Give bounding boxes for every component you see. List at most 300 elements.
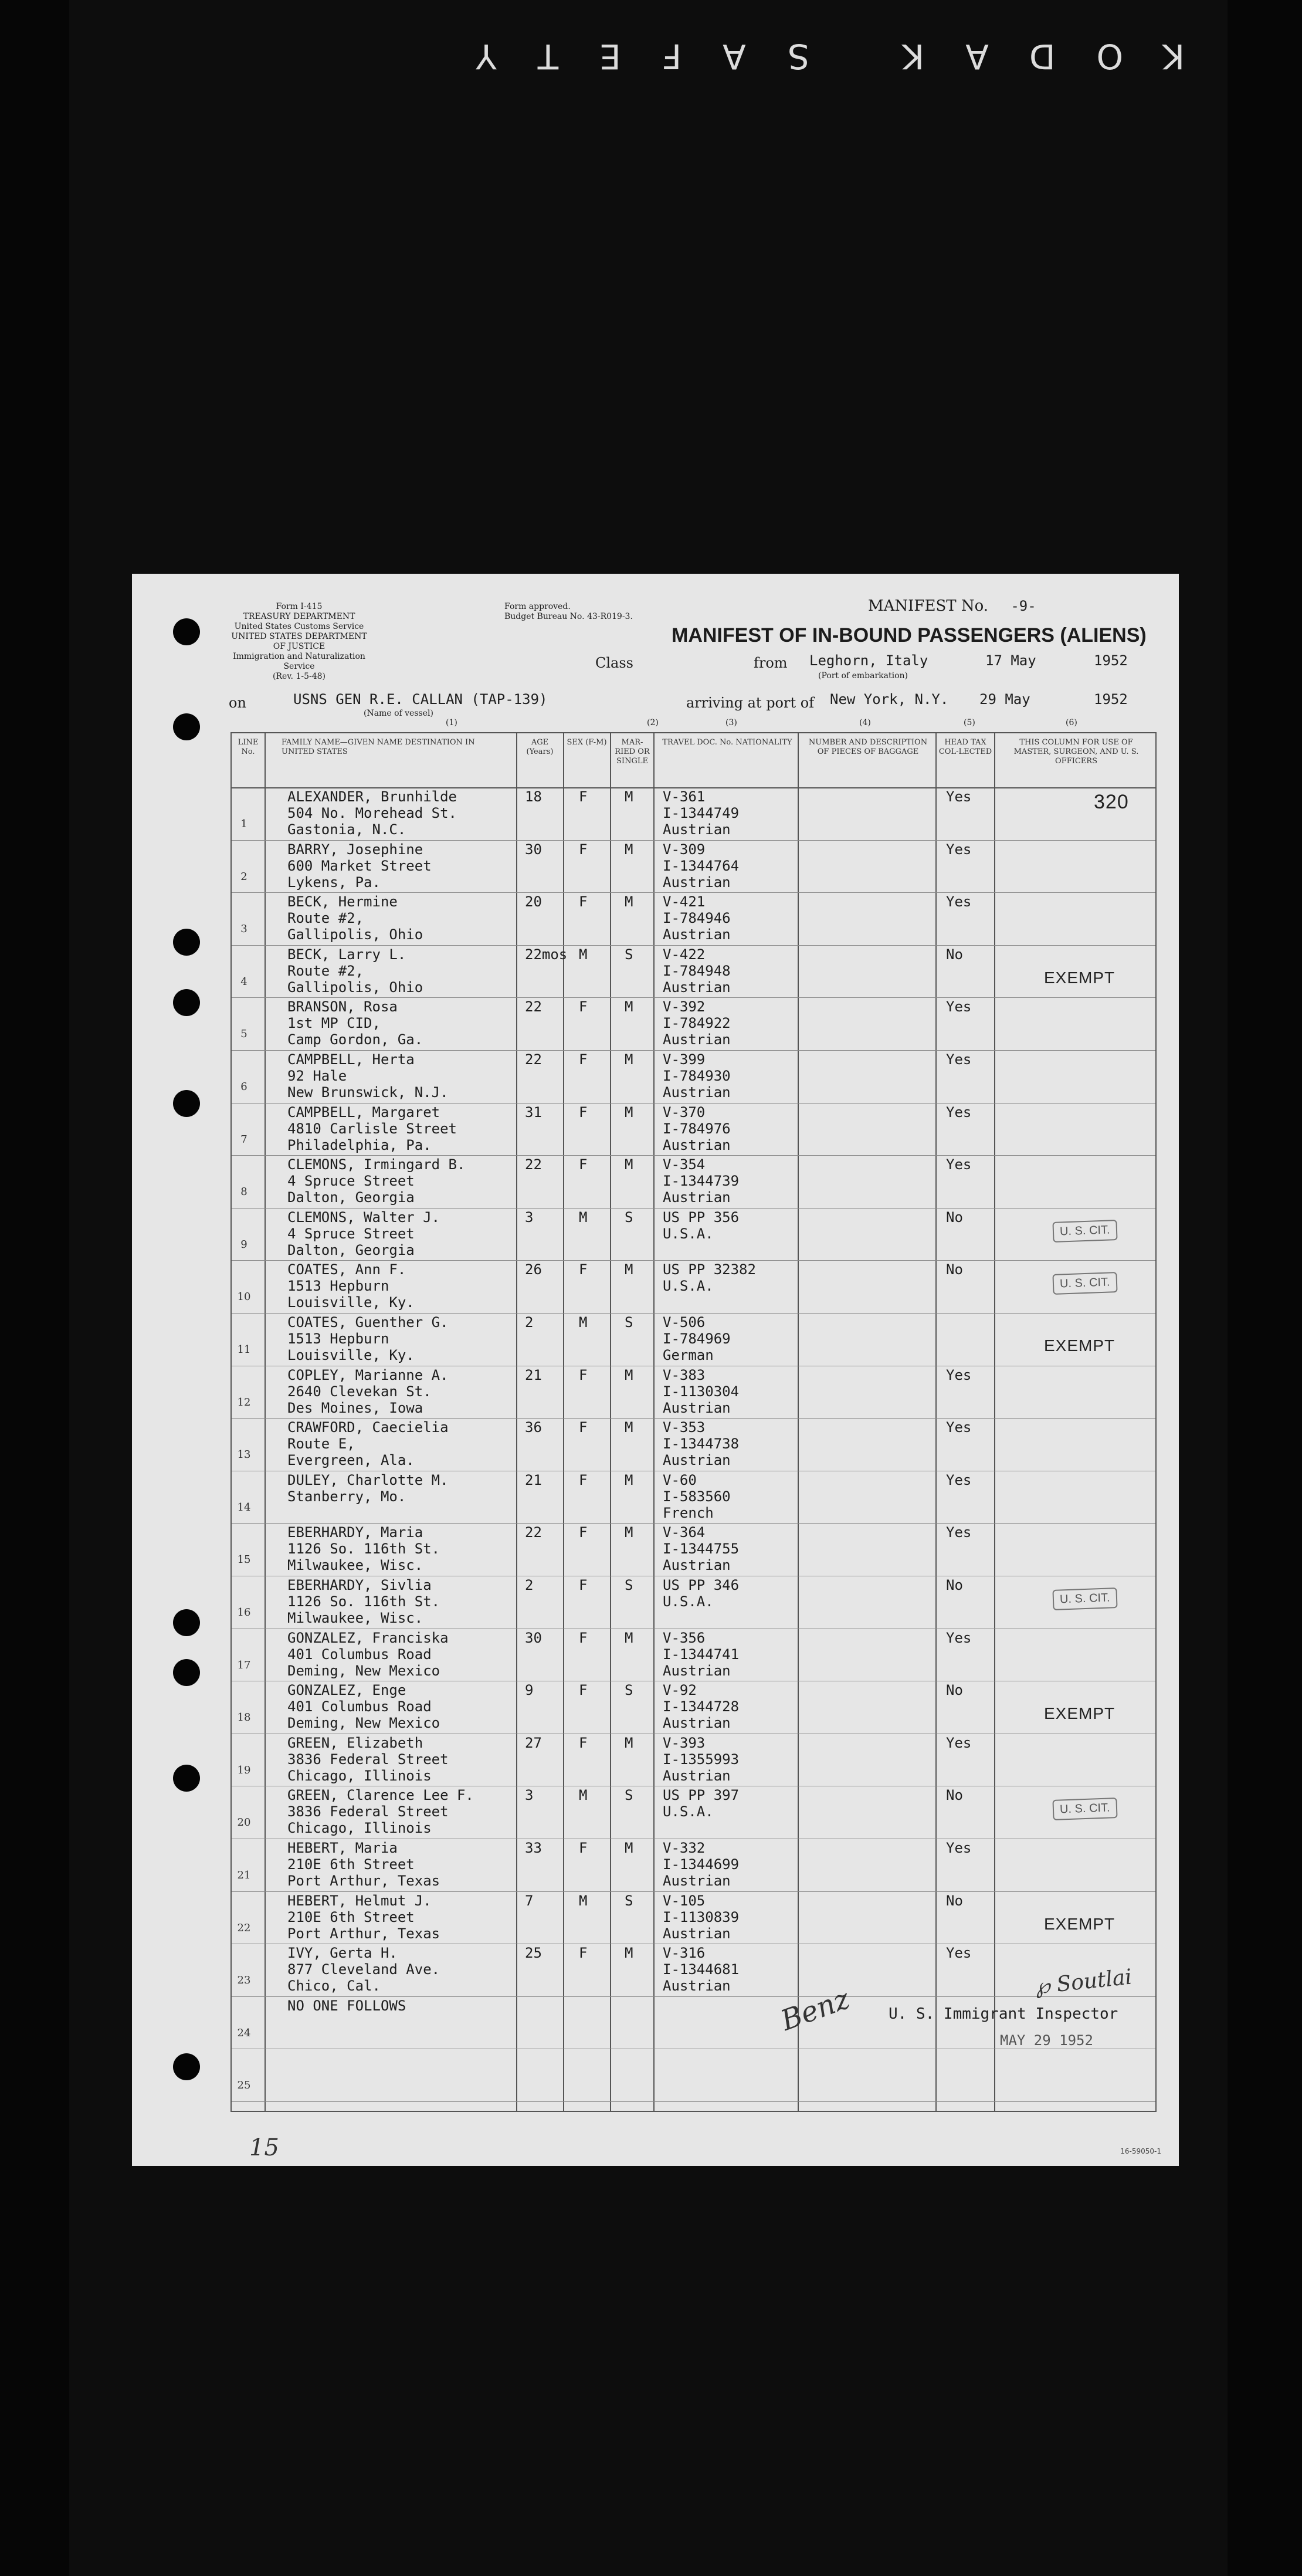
address-line: Chicago, Illinois [287, 1820, 432, 1837]
address-line: 877 Cleveland Ave. [287, 1961, 440, 1978]
address-line: Louisville, Ky. [287, 1347, 415, 1363]
punch-hole [173, 1090, 200, 1117]
head-tax: Yes [946, 998, 972, 1015]
age: 22mos [525, 946, 568, 963]
travel-doc: V-105 [663, 1892, 706, 1909]
alien-reg-no: U.S.A. [663, 1803, 714, 1820]
table-row [232, 1471, 1155, 1524]
passenger-name: COPLEY, Marianne A. [287, 1366, 449, 1383]
punch-hole [173, 989, 200, 1016]
marital-status: M [625, 1734, 633, 1751]
head-tax: Yes [946, 1051, 972, 1068]
passenger-name: BRANSON, Rosa [287, 998, 398, 1015]
passenger-name: CRAWFORD, Caecielia [287, 1419, 449, 1436]
head-tax: No [946, 1261, 963, 1278]
nationality: French [663, 1504, 714, 1521]
embark-caption: (Port of embarkation) [818, 671, 908, 681]
exempt-stamp: EXEMPT [1044, 1336, 1115, 1355]
table-row [232, 1681, 1155, 1734]
address-line: 600 Market Street [287, 857, 432, 874]
table-row [232, 1050, 1155, 1103]
marital-status: S [625, 1892, 633, 1909]
marital-status: S [625, 1682, 633, 1699]
punch-hole [173, 2053, 200, 2080]
table-row [232, 840, 1155, 893]
travel-doc: US PP 356 [663, 1209, 740, 1226]
address-line: 4 Spruce Street [287, 1225, 415, 1242]
line-number: 16 [237, 1606, 251, 1619]
table-row [232, 1786, 1155, 1839]
alien-reg-no: I-1344749 [663, 805, 740, 821]
nationality: Austrian [663, 1452, 731, 1469]
nationality: Austrian [663, 1399, 731, 1416]
line-number: 11 [237, 1343, 251, 1356]
passenger-name: IVY, Gerta H. [287, 1945, 398, 1962]
sex: F [579, 1682, 588, 1699]
alien-reg-no: I-784930 [663, 1068, 731, 1084]
header-head-tax: HEAD TAX COL-LECTED [938, 738, 992, 756]
address-line: 3836 Federal Street [287, 1803, 449, 1820]
passenger-name: HEBERT, Helmut J. [287, 1892, 432, 1909]
sex: F [579, 1051, 588, 1068]
passenger-name: ALEXANDER, Brunhilde [287, 788, 457, 805]
marital-status: M [625, 998, 633, 1015]
travel-doc: V-316 [663, 1945, 706, 1962]
line-number: 21 [237, 1869, 251, 1881]
passenger-name: EBERHARDY, Maria [287, 1524, 423, 1541]
alien-reg-no: I-1130304 [663, 1383, 740, 1400]
sex: M [579, 1314, 588, 1331]
passenger-name: BECK, Larry L. [287, 946, 406, 963]
nationality: Austrian [663, 1715, 731, 1732]
us-citizen-stamp: U. S. CIT. [1052, 1587, 1117, 1610]
travel-doc: US PP 346 [663, 1577, 740, 1593]
alien-reg-no: I-784969 [663, 1331, 731, 1347]
table-row [232, 1734, 1155, 1786]
age: 22 [525, 1156, 542, 1173]
marital-status: M [625, 1261, 633, 1278]
passenger-name: GONZALEZ, Franciska [287, 1629, 449, 1646]
sex: F [579, 1840, 588, 1856]
alien-reg-no: I-784946 [663, 910, 731, 927]
head-tax: No [946, 1209, 963, 1226]
table-row [232, 1155, 1155, 1208]
nationality: Austrian [663, 926, 731, 943]
age: 3 [525, 1209, 534, 1226]
nationality: Austrian [663, 1978, 731, 1995]
alien-reg-no: I-1344764 [663, 857, 740, 874]
sex: M [579, 1787, 588, 1804]
passenger-name: GONZALEZ, Enge [287, 1682, 406, 1699]
passenger-name: BECK, Hermine [287, 893, 398, 910]
officer-note: 320 [1094, 791, 1129, 813]
address-line: Deming, New Mexico [287, 1715, 440, 1732]
alien-reg-no: I-784948 [663, 962, 731, 979]
header-name: FAMILY NAME—GIVEN NAME DESTINATION IN UNITED STATES [282, 738, 475, 756]
alien-reg-no: I-1344728 [663, 1698, 740, 1715]
marital-status: S [625, 946, 633, 963]
passenger-name: CAMPBELL, Herta [287, 1051, 415, 1068]
header-sex: SEX (F-M) [567, 738, 607, 747]
line-number: 15 [237, 1553, 251, 1566]
nationality: Austrian [663, 979, 731, 996]
head-tax: No [946, 1682, 963, 1699]
exempt-stamp: EXEMPT [1044, 1914, 1115, 1933]
head-tax: Yes [946, 1840, 972, 1856]
vessel-caption: (Name of vessel) [364, 709, 433, 718]
address-line: 401 Columbus Road [287, 1646, 432, 1663]
line-number: 13 [237, 1448, 251, 1461]
passenger-name: DULEY, Charlotte M. [287, 1471, 449, 1488]
alien-reg-no: U.S.A. [663, 1593, 714, 1610]
arriving-label: arriving at port of [686, 695, 815, 711]
marital-status: S [625, 1209, 633, 1226]
sex: F [579, 1734, 588, 1751]
nationality: Austrian [663, 1662, 731, 1679]
marital-status: M [625, 1051, 633, 1068]
travel-doc: V-364 [663, 1524, 706, 1541]
marital-status: M [625, 1945, 633, 1962]
sex: F [579, 1945, 588, 1962]
form-agency-block: Form I-415 TREASURY DEPARTMENT United States Customs Service UNITED STATES DEPARTMENT OF JUSTICE Immigration and Naturalization Service (Rev. 1-5-48) [231, 602, 367, 681]
nationality: Austrian [663, 1557, 731, 1574]
inspector-signature-line: U. S. Immigrant Inspector [889, 2005, 1118, 2023]
age: 25 [525, 1945, 542, 1962]
address-line: Milwaukee, Wisc. [287, 1557, 423, 1574]
age: 22 [525, 1051, 542, 1068]
travel-doc: V-422 [663, 946, 706, 963]
age: 18 [525, 788, 542, 805]
sex: F [579, 1366, 588, 1383]
sex: M [579, 1209, 588, 1226]
sex: F [579, 1629, 588, 1646]
line-number: 7 [240, 1133, 247, 1146]
table-row [232, 1944, 1155, 1996]
passenger-name: COATES, Guenther G. [287, 1314, 449, 1331]
class-label: Class [595, 655, 633, 671]
table-row [232, 1103, 1155, 1156]
line-number: 1 [240, 818, 247, 830]
line-number: 5 [240, 1028, 247, 1041]
address-line: Stanberry, Mo. [287, 1488, 406, 1505]
head-tax: No [946, 946, 963, 963]
arrival-port: New York, N.Y. [830, 691, 949, 708]
travel-doc: V-370 [663, 1103, 706, 1121]
head-tax: Yes [946, 1366, 972, 1383]
table-row [232, 1313, 1155, 1366]
alien-reg-no: I-1130839 [663, 1908, 740, 1925]
sex: F [579, 1524, 588, 1541]
sex: F [579, 1577, 588, 1593]
travel-doc: V-506 [663, 1314, 706, 1331]
passenger-name: CAMPBELL, Margaret [287, 1103, 440, 1121]
address-line: 1st MP CID, [287, 1015, 381, 1032]
nationality: Austrian [663, 874, 731, 891]
punch-hole [173, 929, 200, 956]
punch-hole [173, 618, 200, 645]
nationality: Austrian [663, 1189, 731, 1206]
line-number: 4 [240, 975, 247, 988]
address-line: 4 Spruce Street [287, 1173, 415, 1190]
form-approval: Form approved. Budget Bureau No. 43-R019-3. [504, 602, 633, 621]
alien-reg-no: I-1344755 [663, 1541, 740, 1558]
line-number: 12 [237, 1396, 251, 1409]
col-number: (5) [964, 718, 975, 727]
table-row [232, 787, 1155, 840]
travel-doc: V-356 [663, 1629, 706, 1646]
alien-reg-no: I-1344741 [663, 1646, 740, 1663]
age: 31 [525, 1103, 542, 1121]
marital-status: S [625, 1787, 633, 1804]
passenger-name: GREEN, Elizabeth [287, 1734, 423, 1751]
address-line: Chico, Cal. [287, 1978, 381, 1995]
punch-hole [173, 713, 200, 740]
head-tax: Yes [946, 841, 972, 858]
row-rule [232, 2101, 1155, 2102]
address-line: 1126 So. 116th St. [287, 1541, 440, 1558]
table-row [232, 1839, 1155, 1891]
passenger-name: HEBERT, Maria [287, 1840, 398, 1856]
address-line: 210E 6th Street [287, 1908, 415, 1925]
embark-year: 1952 [1094, 652, 1128, 669]
header-travel-doc: TRAVEL DOC. No. NATIONALITY [662, 738, 792, 747]
line-number: 6 [240, 1081, 247, 1093]
age: 27 [525, 1734, 542, 1751]
line-number: 2 [240, 870, 247, 883]
nationality: Austrian [663, 1925, 731, 1942]
age: 33 [525, 1840, 542, 1856]
travel-doc: V-392 [663, 998, 706, 1015]
address-line: Des Moines, Iowa [287, 1399, 423, 1416]
us-citizen-stamp: U. S. CIT. [1052, 1272, 1117, 1295]
travel-doc: V-60 [663, 1471, 697, 1488]
address-line: 504 No. Morehead St. [287, 805, 457, 821]
marital-status: M [625, 841, 633, 858]
inspector-date-stamp: MAY 29 1952 [1000, 2032, 1093, 2049]
header-line-no: LINE No. [238, 738, 259, 756]
nationality: Austrian [663, 1031, 731, 1048]
age: 2 [525, 1314, 534, 1331]
header-officers: THIS COLUMN FOR USE OF MASTER, SURGEON, AND U. S. OFFICERS [1013, 738, 1139, 766]
address-line: Gallipolis, Ohio [287, 926, 423, 943]
head-tax: Yes [946, 1419, 972, 1436]
address-line: 4810 Carlisle Street [287, 1120, 457, 1137]
margin-note: 15 [249, 2134, 279, 2161]
sex: M [579, 946, 588, 963]
col-number: (2) [647, 718, 659, 727]
col-number: (3) [725, 718, 737, 727]
marital-status: S [625, 1314, 633, 1331]
table-row [232, 1260, 1155, 1313]
table-row [232, 1576, 1155, 1629]
age: 21 [525, 1471, 542, 1488]
head-tax: No [946, 1787, 963, 1804]
alien-reg-no: I-583560 [663, 1488, 731, 1505]
sex: M [579, 1892, 588, 1909]
table-row [232, 1366, 1155, 1419]
passenger-name: COATES, Ann F. [287, 1261, 406, 1278]
head-tax: No [946, 1892, 963, 1909]
address-line: Port Arthur, Texas [287, 1873, 440, 1889]
passenger-name: BARRY, Josephine [287, 841, 423, 858]
sex: F [579, 1156, 588, 1173]
line-number: 25 [237, 2079, 251, 2092]
alien-reg-no: U.S.A. [663, 1278, 714, 1295]
inspector-signature: ℘ Soutlai [1034, 1965, 1133, 1999]
form-code: 16-59050-1 [1120, 2147, 1161, 2155]
age: 9 [525, 1682, 534, 1699]
vessel-name: USNS GEN R.E. CALLAN (TAP-139) [293, 691, 548, 708]
line-number: 9 [240, 1238, 247, 1251]
age: 22 [525, 1524, 542, 1541]
head-tax: Yes [946, 1629, 972, 1646]
table-row [232, 1891, 1155, 1944]
table-row [232, 945, 1155, 998]
head-tax: Yes [946, 1156, 972, 1173]
address-line: Dalton, Georgia [287, 1189, 415, 1206]
address-line: 210E 6th Street [287, 1856, 415, 1873]
table-row [232, 1523, 1155, 1576]
alien-reg-no: I-1344681 [663, 1961, 740, 1978]
alien-reg-no: I-1344738 [663, 1436, 740, 1453]
address-line: Louisville, Ky. [287, 1294, 415, 1311]
line-number: 20 [237, 1816, 251, 1829]
header-age: AGE (Years) [526, 738, 554, 756]
sex: F [579, 841, 588, 858]
travel-doc: V-421 [663, 893, 706, 910]
manifest-page [132, 574, 1179, 2166]
marital-status: M [625, 1629, 633, 1646]
on-label: on [229, 695, 246, 711]
line-number: 14 [237, 1501, 251, 1514]
line-number: 24 [237, 2026, 251, 2039]
address-line: 1126 So. 116th St. [287, 1593, 440, 1610]
marital-status: M [625, 1366, 633, 1383]
address-line: Philadelphia, Pa. [287, 1136, 432, 1153]
line-number: 17 [237, 1658, 251, 1671]
marital-status: M [625, 1471, 633, 1488]
address-line: 3836 Federal Street [287, 1751, 449, 1768]
sex: F [579, 893, 588, 910]
age: 30 [525, 841, 542, 858]
address-line: Chicago, Illinois [287, 1767, 432, 1784]
marital-status: M [625, 1840, 633, 1856]
address-line: 401 Columbus Road [287, 1698, 432, 1715]
age: 3 [525, 1787, 534, 1804]
address-line: Route E, [287, 1436, 355, 1453]
col-number: (6) [1066, 718, 1077, 727]
travel-doc: V-332 [663, 1840, 706, 1856]
alien-reg-no: I-1344739 [663, 1173, 740, 1190]
travel-doc: US PP 397 [663, 1787, 740, 1804]
head-tax: Yes [946, 1734, 972, 1751]
passenger-name: NO ONE FOLLOWS [287, 1997, 406, 2014]
address-line: Dalton, Georgia [287, 1241, 415, 1258]
address-line: Gallipolis, Ohio [287, 979, 423, 996]
passenger-table [230, 732, 1157, 2112]
nationality: Austrian [663, 1136, 731, 1153]
punch-hole [173, 1609, 200, 1636]
manifest-number: MANIFEST No. -9- [868, 597, 1036, 615]
marital-status: M [625, 1103, 633, 1121]
table-row [232, 1629, 1155, 1681]
line-number: 23 [237, 1974, 251, 1987]
travel-doc: V-361 [663, 788, 706, 805]
punch-hole [173, 1659, 200, 1686]
arrival-date: 29 May [979, 691, 1030, 708]
head-tax: Yes [946, 788, 972, 805]
marital-status: M [625, 1419, 633, 1436]
sex: F [579, 1471, 588, 1488]
film-edge-text: KODAK SAFETY [435, 36, 1185, 76]
address-line: Gastonia, N.C. [287, 821, 406, 838]
passenger-name: GREEN, Clarence Lee F. [287, 1787, 474, 1804]
travel-doc: V-399 [663, 1051, 706, 1068]
address-line: 1513 Hepburn [287, 1331, 389, 1347]
table-row [232, 892, 1155, 945]
line-number: 22 [237, 1921, 251, 1934]
nationality: Austrian [663, 821, 731, 838]
header-married: MAR-RIED OR SINGLE [615, 738, 650, 766]
age: 2 [525, 1577, 534, 1593]
address-line: Camp Gordon, Ga. [287, 1031, 423, 1048]
alien-reg-no: I-784922 [663, 1015, 731, 1032]
marital-status: M [625, 893, 633, 910]
nationality: Austrian [663, 1767, 731, 1784]
sex: F [579, 998, 588, 1015]
travel-doc: US PP 32382 [663, 1261, 756, 1278]
col-number: (1) [446, 718, 457, 727]
address-line: Deming, New Mexico [287, 1662, 440, 1679]
sex: F [579, 1261, 588, 1278]
age: 20 [525, 893, 542, 910]
alien-reg-no: U.S.A. [663, 1225, 714, 1242]
travel-doc: V-383 [663, 1366, 706, 1383]
nationality: Austrian [663, 1873, 731, 1889]
nationality: Austrian [663, 1084, 731, 1101]
travel-doc: V-354 [663, 1156, 706, 1173]
table-row [232, 1208, 1155, 1261]
address-line: Evergreen, Ala. [287, 1452, 415, 1469]
head-tax: Yes [946, 1103, 972, 1121]
manifest-title: MANIFEST OF IN-BOUND PASSENGERS (ALIENS) [672, 624, 1147, 646]
travel-doc: V-92 [663, 1682, 697, 1699]
sex: F [579, 1103, 588, 1121]
address-line: 92 Hale [287, 1068, 347, 1084]
nationality: German [663, 1347, 714, 1363]
travel-doc: V-309 [663, 841, 706, 858]
line-number: 3 [240, 923, 247, 936]
age: 26 [525, 1261, 542, 1278]
marital-status: M [625, 1524, 633, 1541]
from-label: from [754, 655, 788, 671]
address-line: Milwaukee, Wisc. [287, 1610, 423, 1626]
address-line: 2640 Clevekan St. [287, 1383, 432, 1400]
exempt-stamp: EXEMPT [1044, 968, 1115, 987]
line-number: 18 [237, 1711, 251, 1724]
handwritten-initials: Benz [777, 1982, 854, 2037]
head-tax: No [946, 1577, 963, 1593]
embark-date: 17 May [985, 652, 1036, 669]
address-line: Port Arthur, Texas [287, 1925, 440, 1942]
address-line: Route #2, [287, 910, 364, 927]
address-line: New Brunswick, N.J. [287, 1084, 449, 1101]
table-row [232, 2049, 1155, 2101]
travel-doc: V-393 [663, 1734, 706, 1751]
exempt-stamp: EXEMPT [1044, 1704, 1115, 1723]
address-line: Lykens, Pa. [287, 874, 381, 891]
alien-reg-no: I-1355993 [663, 1751, 740, 1768]
